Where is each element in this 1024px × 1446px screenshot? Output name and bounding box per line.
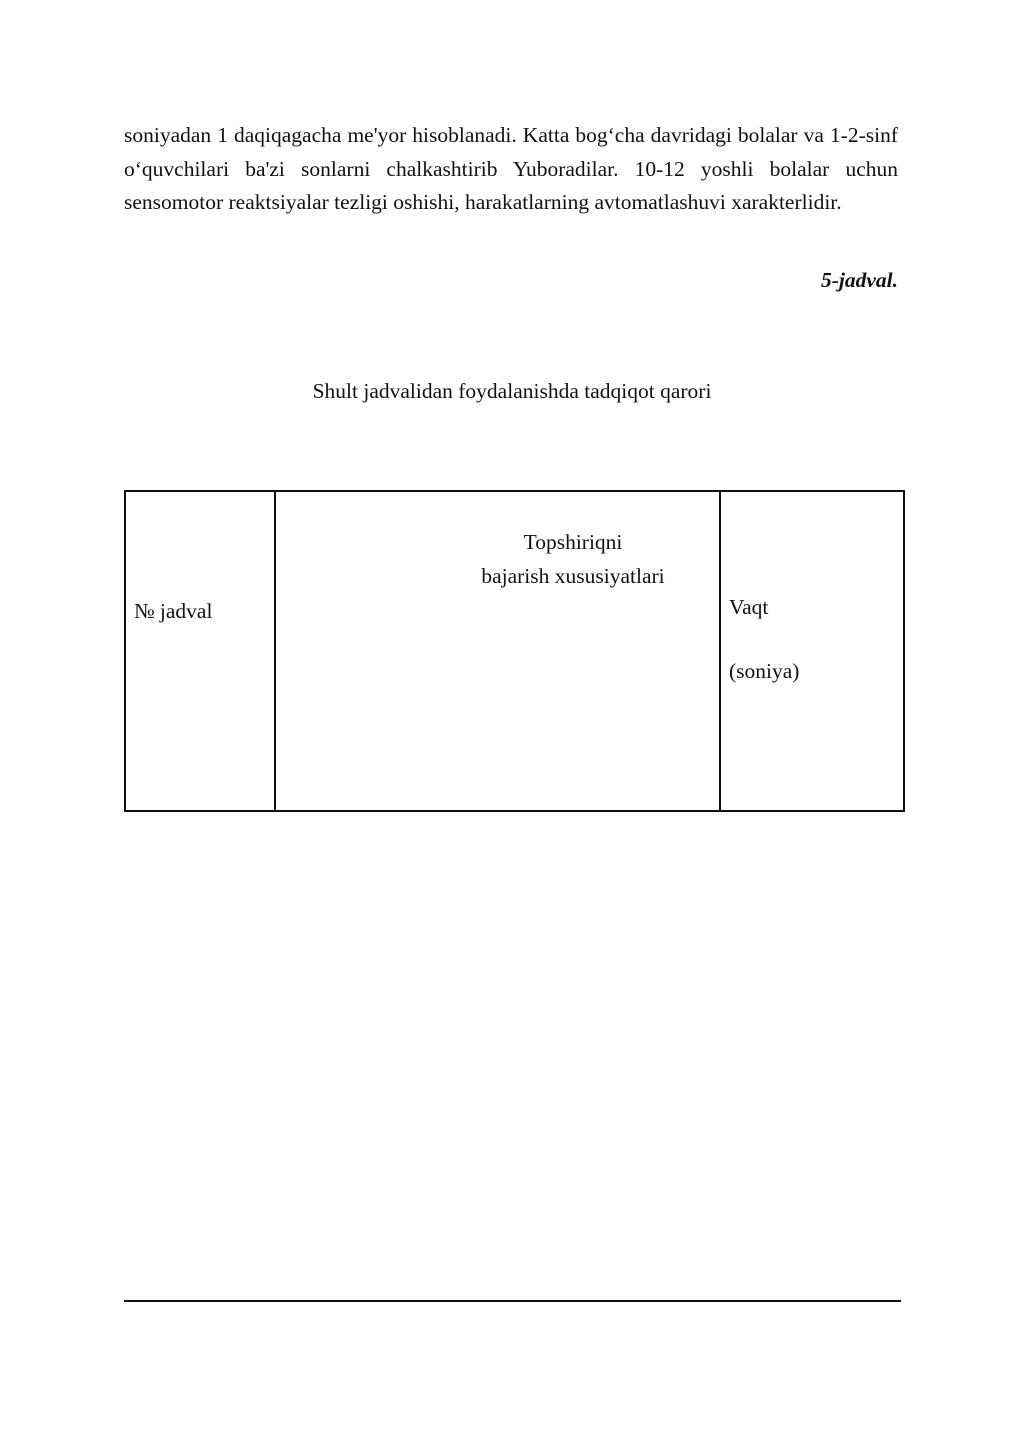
footnote-divider [124, 1300, 901, 1302]
header-task-label [468, 525, 678, 593]
table-header-row [125, 491, 904, 811]
header-cell-task [275, 491, 720, 811]
schulte-table [124, 490, 905, 812]
header-time-unit: (soniya) [729, 659, 800, 683]
table-title: Shult jadvalidan foydalanishda tadqiqot qarori [312, 379, 712, 403]
body-paragraph: soniyadan 1 daqiqagacha me'yor hisoblanadi. Katta bog‘cha davridagi bolalar va 1-2-sinf o‘quvchilari ba'zi sonlarni chalkashtirib Yuboradilar. 10-12 yoshli bolalar uchun sensomotor reaktsiyalar tezligi oshishi, harakatlarning avtomatlashuvi xarakterlidir. [124, 123, 898, 214]
table-caption: 5-jadval. [820, 268, 898, 292]
header-time-label: Vaqt [729, 595, 769, 619]
header-task-line2: bajarish xususiyatlari [481, 564, 665, 588]
header-number-label: № jadval [134, 599, 213, 623]
header-cell-time [720, 491, 904, 811]
header-task-line1: Topshiriqni [523, 530, 623, 554]
header-cell-number [125, 491, 275, 811]
